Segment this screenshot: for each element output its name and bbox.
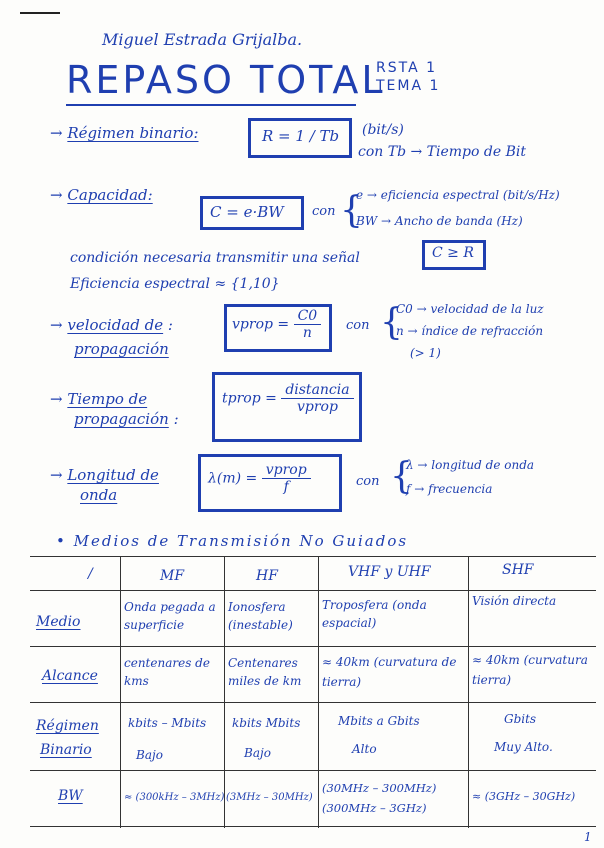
table-line-header <box>30 590 596 591</box>
velocidad-fraction <box>294 308 322 341</box>
cell-medio-shf: Visión directa <box>472 594 557 608</box>
longitud-label-2: onda <box>80 486 118 504</box>
cell-regimen-hf-1: kbits Mbits <box>232 716 301 730</box>
capacidad-formula: C = e·BW <box>210 203 284 221</box>
velocidad-formula <box>232 308 321 341</box>
header-hf: HF <box>256 568 278 584</box>
condicion-formula: C ≥ R <box>432 245 474 261</box>
cell-regimen-mf-1: kbits – Mbits <box>128 716 207 730</box>
velocidad-label-2: propagación <box>74 340 169 358</box>
velocidad-lhs: vprop = <box>232 316 290 333</box>
capacidad-def2: BW → Ancho de banda (Hz) <box>356 214 523 228</box>
cell-regimen-vhf-1: Mbits a Gbits <box>338 714 420 728</box>
longitud-lhs: λ(m) = <box>208 470 258 487</box>
velocidad-def3: (> 1) <box>410 346 441 360</box>
page-number: 1 <box>584 830 592 844</box>
cell-bw-shf: ≈ (3GHz – 30GHz) <box>472 790 576 803</box>
regimen-unit: (bit/s) <box>362 122 404 138</box>
row-label-regimen: Régimen <box>36 718 99 734</box>
longitud-brace: { <box>390 456 413 497</box>
cell-bw-vhf: (30MHz – 300MHz) (300MHz – 3GHz) <box>322 781 437 815</box>
capacidad-label: → Capacidad: <box>50 186 153 204</box>
tiempo-label-2: propagación : <box>74 410 179 428</box>
table-line-top <box>30 556 596 557</box>
regimen-label: → Régimen binario: <box>50 124 199 142</box>
regimen-label-text: Régimen binario: <box>67 124 199 142</box>
cell-medio-vhf: Troposfera (onda espacial) <box>322 598 427 630</box>
title-underline <box>66 104 356 106</box>
table-corner: / <box>88 566 93 582</box>
table-col-line-4 <box>468 556 469 828</box>
capacidad-def1: e → eficiencia espectral (bit/s/Hz) <box>356 188 560 202</box>
capacidad-condicion: condición necesaria transmitir una señal <box>70 250 360 266</box>
topic-label: TEMA 1 <box>376 78 441 94</box>
table-line-row3 <box>30 770 596 771</box>
velocidad-def1: C0 → velocidad de la luz <box>396 302 544 316</box>
header-shf: SHF <box>502 562 534 578</box>
medios-title: • Medios de Transmisión No Guiados <box>56 532 409 550</box>
header-vhf-uhf: VHF y UHF <box>348 564 431 580</box>
course-code: RSTA 1 <box>376 60 438 76</box>
row-label-alcance: Alcance <box>42 668 98 684</box>
capacidad-label-text: Capacidad: <box>67 186 153 204</box>
cell-alcance-mf: centenares de kms <box>124 656 210 688</box>
tiempo-num: distancia <box>281 382 353 399</box>
velocidad-den: n <box>302 325 312 341</box>
longitud-def2: f → frecuencia <box>406 482 493 496</box>
top-dash <box>20 12 60 14</box>
tiempo-formula <box>222 382 354 415</box>
longitud-den: f <box>283 479 289 495</box>
cell-regimen-hf-2: Bajo <box>244 746 271 760</box>
cell-bw-mf: ≈ (300kHz – 3MHz) <box>124 792 225 803</box>
cell-regimen-vhf-2: Alto <box>352 742 377 756</box>
author-name: Miguel Estrada Grijalba. <box>102 30 303 49</box>
velocidad-num: C0 <box>294 308 322 325</box>
table-line-bottom <box>30 826 596 827</box>
cell-alcance-hf: Centenares miles de km <box>228 656 302 688</box>
tiempo-label-2-text: propagación <box>74 410 169 428</box>
cell-alcance-shf: ≈ 40km (curvatura tierra) <box>472 653 588 687</box>
cell-regimen-shf-2: Muy Alto. <box>494 740 553 754</box>
cell-regimen-mf-2: Bajo <box>136 748 163 762</box>
velocidad-label-1-text: velocidad de <box>67 316 164 334</box>
header-mf: MF <box>160 568 185 584</box>
table-line-row1 <box>30 646 596 647</box>
velocidad-con: con <box>346 318 370 333</box>
longitud-fraction <box>262 462 311 495</box>
table-col-line-1 <box>120 556 121 828</box>
cell-medio-mf: Onda pegada a superficie <box>124 600 216 632</box>
eficiencia-espectral: Eficiencia espectral ≈ {1,10} <box>70 276 280 292</box>
velocidad-brace: { <box>380 302 403 343</box>
tiempo-den: vprop <box>296 399 338 415</box>
regimen-note: con Tb → Tiempo de Bit <box>358 144 526 160</box>
longitud-con: con <box>356 474 380 489</box>
regimen-formula: R = 1 / Tb <box>262 127 340 145</box>
velocidad-label-1: → velocidad de : <box>50 316 173 334</box>
tiempo-lhs: tprop = <box>222 390 277 407</box>
capacidad-con: con <box>312 204 336 219</box>
row-label-binario: Binario <box>40 742 92 758</box>
longitud-label-1-text: Longitud de <box>67 466 159 484</box>
longitud-num: vprop <box>262 462 311 479</box>
table-col-line-2 <box>224 556 225 828</box>
row-label-bw: BW <box>58 788 83 804</box>
tiempo-fraction <box>281 382 353 415</box>
velocidad-def2: n → índice de refracción <box>396 324 544 338</box>
longitud-label-1: → Longitud de <box>50 466 159 484</box>
cell-medio-hf: Ionosfera (inestable) <box>228 600 293 632</box>
row-label-medio: Medio <box>36 614 81 630</box>
longitud-def1: λ → longitud de onda <box>406 458 535 472</box>
tiempo-label-1-text: Tiempo de <box>67 390 148 408</box>
cell-regimen-shf-1: Gbits <box>504 712 537 726</box>
table-col-line-3 <box>318 556 319 828</box>
tiempo-label-1: → Tiempo de <box>50 390 148 408</box>
longitud-formula <box>208 462 311 495</box>
table-line-row2 <box>30 702 596 703</box>
capacidad-brace: { <box>340 190 363 231</box>
page-title: REPASO TOTAL <box>66 58 386 102</box>
cell-alcance-vhf: ≈ 40km (curvatura de tierra) <box>322 655 457 689</box>
cell-bw-hf: (3MHz – 30MHz) <box>226 792 313 803</box>
